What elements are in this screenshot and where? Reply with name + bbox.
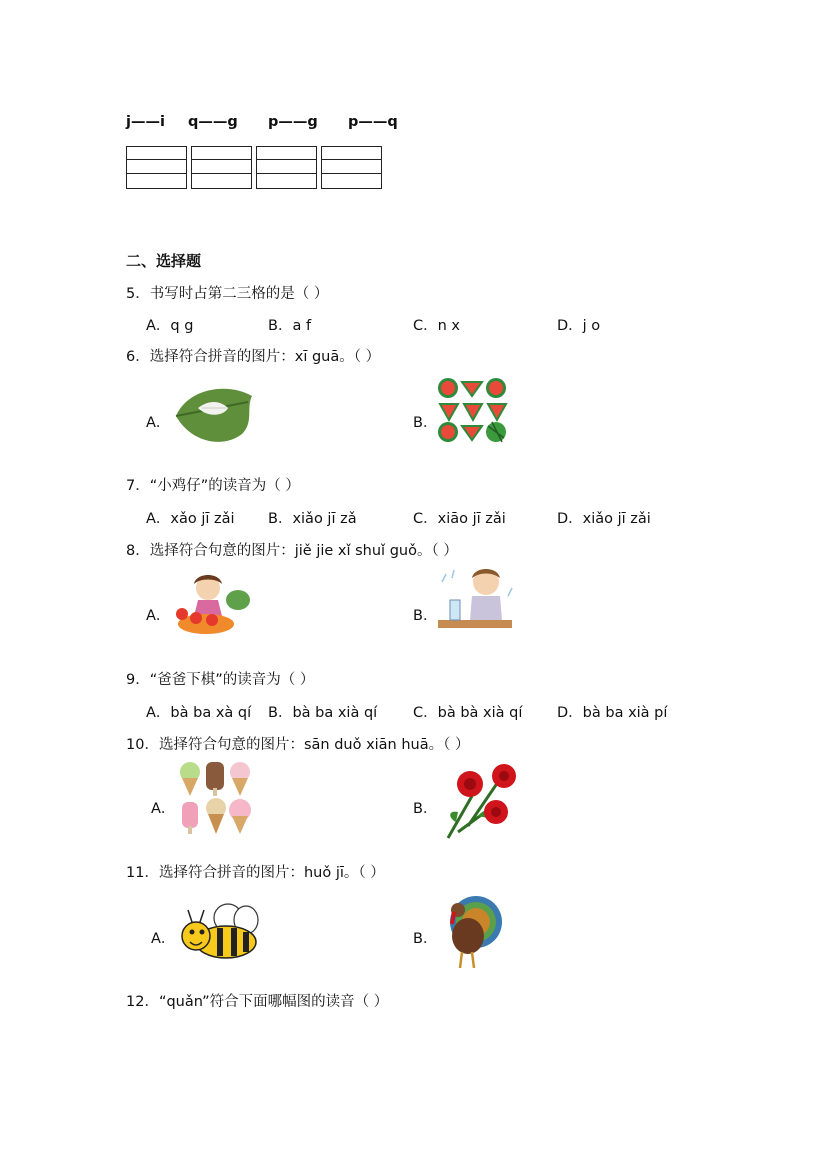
q11-option-a[interactable]: A． — [151, 931, 176, 947]
question-text: “quǎn”符合下面哪幅图的读音（ ） — [158, 994, 389, 1010]
pair-3: p——g — [268, 114, 318, 130]
silkworm-leaf-image[interactable] — [168, 378, 256, 448]
q11-option-b[interactable]: B． — [413, 931, 438, 947]
question-number: 11． — [126, 865, 159, 881]
writing-grid — [126, 146, 382, 190]
question-text: 选择符合拼音的图片：huǒ jī。（ ） — [158, 865, 385, 881]
question-number: 5． — [126, 286, 150, 302]
q5-option-c[interactable]: C．n x — [413, 318, 461, 334]
question-5 — [126, 282, 328, 303]
question-text: 书写时占第二三格的是（ ） — [149, 286, 329, 302]
question-number: 7． — [126, 478, 150, 494]
watermelon-image[interactable] — [436, 376, 508, 444]
question-6 — [126, 345, 380, 366]
q8-option-a[interactable]: A． — [146, 608, 171, 624]
q5-option-b[interactable]: B．a f — [268, 318, 312, 334]
question-text: “小鸡仔”的读音为（ ） — [149, 478, 300, 494]
question-12 — [126, 990, 388, 1011]
q10-option-b[interactable]: B． — [413, 801, 438, 817]
question-9 — [126, 668, 314, 689]
turkey-image[interactable] — [440, 888, 502, 972]
question-text: 选择符合句意的图片：jiě jie xǐ shuǐ guǒ。（ ） — [149, 543, 458, 559]
question-10 — [126, 733, 469, 754]
bee-image[interactable] — [180, 902, 264, 962]
pair-4: p——q — [348, 114, 398, 130]
q8-option-b[interactable]: B． — [413, 608, 438, 624]
q7-option-c[interactable]: C．xiāo jī zǎi — [413, 511, 506, 527]
question-7 — [126, 474, 300, 495]
question-text: 选择符合句意的图片：sān duǒ xiān huā。（ ） — [158, 737, 470, 753]
q5-option-a[interactable]: A．q g — [146, 318, 194, 334]
girl-washing-fruit-image[interactable] — [168, 570, 252, 638]
writing-cell[interactable] — [321, 146, 382, 189]
question-number: 8． — [126, 543, 150, 559]
q7-option-d[interactable]: D．xiǎo jī zǎi — [557, 511, 651, 527]
q6-option-a[interactable]: A． — [146, 415, 171, 431]
question-number: 6． — [126, 349, 150, 365]
question-8 — [126, 539, 458, 560]
q7-option-a[interactable]: A．xǎo jī zǎi — [146, 511, 235, 527]
q9-option-a[interactable]: A．bà ba xà qí — [146, 705, 252, 721]
ice-cream-image[interactable] — [176, 760, 256, 838]
q9-option-b[interactable]: B．bà ba xià qí — [268, 705, 378, 721]
section-title: 二、选择题 — [126, 252, 202, 270]
q7-option-b[interactable]: B．xiǎo jī zǎ — [268, 511, 357, 527]
question-text: “爸爸下棋”的读音为（ ） — [149, 672, 315, 688]
q9-option-c[interactable]: C．bà bà xià qí — [413, 705, 523, 721]
question-number: 9． — [126, 672, 150, 688]
boy-drinking-image[interactable] — [436, 566, 516, 634]
question-number: 10． — [126, 737, 159, 753]
q10-option-a[interactable]: A． — [151, 801, 176, 817]
pair-1: j——i — [126, 114, 165, 130]
q9-option-d[interactable]: D．bà ba xià pí — [557, 705, 668, 721]
writing-cell[interactable] — [191, 146, 252, 189]
writing-cell[interactable] — [126, 146, 187, 189]
question-11 — [126, 861, 385, 882]
q5-option-d[interactable]: D．j o — [557, 318, 601, 334]
pair-2: q——g — [188, 114, 238, 130]
question-number: 12． — [126, 994, 159, 1010]
question-text: 选择符合拼音的图片：xī guā。（ ） — [149, 349, 381, 365]
writing-cell[interactable] — [256, 146, 317, 189]
roses-image[interactable] — [438, 762, 522, 842]
q6-option-b[interactable]: B． — [413, 415, 438, 431]
